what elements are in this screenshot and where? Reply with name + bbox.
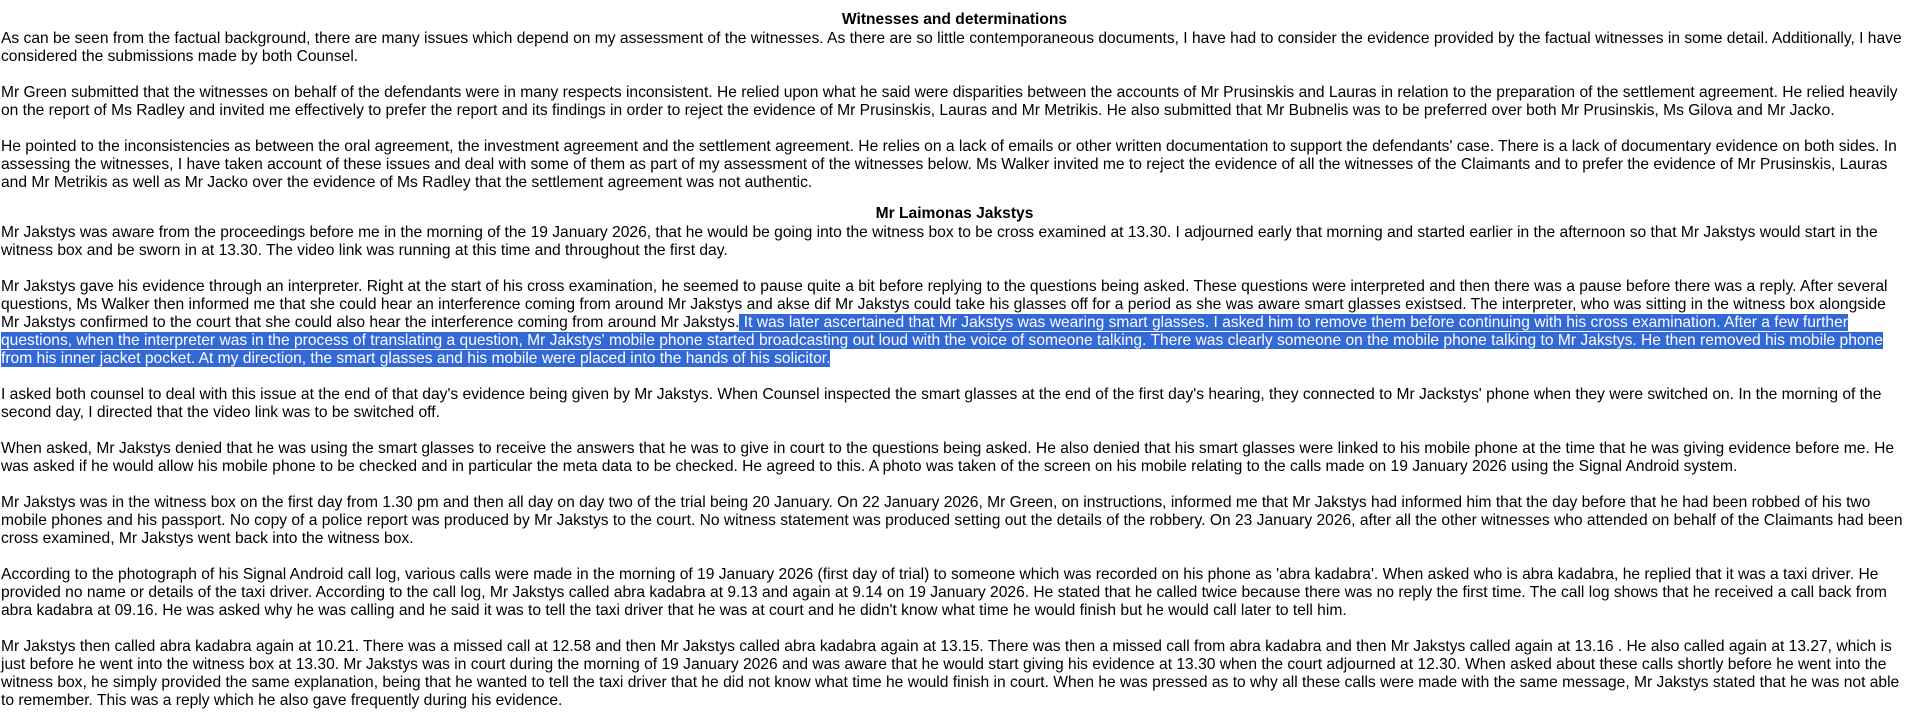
paragraph: Mr Jakstys was aware from the proceedings before me in the morning of the 19 January 2026, that he would be going into the witness box to be cross examined at 13.30. I adjourned early that morning and started earlier in the afternoon so that Mr Jakstys would start in the witness box and be sworn in at 13.30. The video link was running at this time and throughout the first day. bbox=[1, 224, 1878, 259]
selected-text[interactable]: It was later ascertained that Mr Jakstys was wearing smart glasses. I asked him to remove them before continuing with his cross examination. After a few further questions, when the interpreter was in the process of translating a question, Mr Jakstys' mobile phone started broadcasting out loud with the voice of someone talking. There was clearly someone on the mobile phone talking to Mr Jakstys. He then removed his mobile phone from his inner jacket pocket. At my direction, the smart glasses and his mobile were placed into the hands of his solicitor. bbox=[1, 314, 1883, 367]
section-heading-witnesses: Witnesses and determinations bbox=[841, 11, 1068, 28]
section-heading-jakstys: Mr Laimonas Jakstys bbox=[875, 205, 1034, 222]
paragraph: I asked both counsel to deal with this issue at the end of that day's evidence being given by Mr Jakstys. When Counsel inspected the smart glasses at the end of the first day's hearing, they connected to Mr Jackstys' phone when they were switched on. In the morning of the second day, I directed that the video link was to be switched off. bbox=[1, 386, 1882, 421]
paragraph: Mr Jakstys then called abra kadabra again at 10.21. There was a missed call at 12.58 and then Mr Jakstys called abra kadabra again at 13.15. There was then a missed call from abra kadabra and then Mr Jakstys called again at 13.16 . He also called again at 13.27, which is just before he went into the witness box at 13.30. Mr Jakstys was in court during the morning of 19 January 2026 and was aware that he would start giving his evidence at 13.30 when the court adjourned at 12.30. When asked about these calls shortly before he went into the witness box, he simply provided the same explanation, being that he wanted to tell the taxi driver that he did not know what time he would finish in court. When he was pressed as to why all these calls were made with the same message, Mr Jakstys stated that he was not able to remember. This was a reply which he also gave frequently during his evidence. bbox=[1, 638, 1900, 709]
paragraph: Mr Green submitted that the witnesses on behalf of the defendants were in many respects inconsistent. He relied upon what he said were disparities between the accounts of Mr Prusinskis and Lauras in relation to the preparation of the settlement agreement. He relied heavily on the report of Ms Radley and invited me effectively to prefer the report and its findings in order to reject the evidence of Mr Prusinskis, Lauras and Mr Metrikis. He also submitted that Mr Bubnelis was to be preferred over both Mr Prusinskis, Ms Gilova and Mr Jacko. bbox=[1, 84, 1898, 119]
paragraph: When asked, Mr Jakstys denied that he was using the smart glasses to receive the answers that he was to give in court to the questions being asked. He also denied that his smart glasses were linked to his mobile phone at the time that he was giving evidence before me. He was asked if he would allow his mobile phone to be checked and in particular the meta data to be checked. He agreed to this. A photo was taken of the screen on his mobile relating to the calls made on 19 January 2026 using the Signal Android system. bbox=[1, 440, 1895, 475]
unselected-text: Mr Jakstys gave his evidence through an interpreter. Right at the start of his cross examination, he seemed to pause quite a bit before replying to the questions being asked. These questions were interpreted and then there was a pause before there was a reply. After several questions, Ms Walker then informed me that she could hear an interference coming from around Mr Jakstys and akse dif Mr Jakstys could take his glasses off for a period as she was aware smart glasses existsed. The interpreter, who was sitting in the witness box alongside Mr Jakstys confirmed to the court that she could also hear the interference coming from around Mr Jakstys. bbox=[1, 278, 1888, 331]
paragraph-with-selection[interactable] bbox=[1, 278, 1908, 368]
paragraph: According to the photograph of his Signal Android call log, various calls were made in the morning of 19 January 2026 (first day of trial) to someone which was recorded on his phone as 'abra kadabra'. When asked who is abra kadabra, he replied that it was a taxi driver. He provided no name or details of the taxi driver. According to the call log, Mr Jakstys called abra kadabra at 9.13 and again at 9.14 on 19 January 2026. He stated that he called twice because there was no reply the first time. The call log shows that he received a call back from abra kadabra at 09.16. He was asked why he was calling and he said it was to tell the taxi driver that he was at court and he didn't know what time he would finish but he would call later to tell him. bbox=[1, 566, 1887, 619]
paragraph: Mr Jakstys was in the witness box on the first day from 1.30 pm and then all day on day two of the trial being 20 January. On 22 January 2026, Mr Green, on instructions, informed me that Mr Jakstys had informed him that the day before that he had been robbed of his two mobile phones and his passport. No copy of a police report was produced by Mr Jakstys to the court. No witness statement was produced setting out the details of the robbery. On 23 January 2026, after all the other witnesses who attended on behalf of the Claimants had been cross examined, Mr Jakstys went back into the witness box. bbox=[1, 494, 1903, 547]
paragraph: He pointed to the inconsistencies as between the oral agreement, the investment agreement and the settlement agreement. He relies on a lack of emails or other written documentation to support the defendants' case. There is a lack of documentary evidence on both sides. In assessing the witnesses, I have taken account of these issues and deal with some of them as part of my assessment of the witnesses below. Ms Walker invited me to reject the evidence of all the witnesses of the Claimants and to prefer the evidence of Mr Prusinskis, Lauras and Mr Metrikis as well as Mr Jacko over the evidence of Ms Radley that the settlement agreement was not authentic. bbox=[1, 138, 1897, 191]
paragraph: As can be seen from the factual background, there are many issues which depend on my assessment of the witnesses. As there are so little contemporaneous documents, I have had to consider the evidence provided by the factual witnesses in some detail. Additionally, I have considered the submissions made by both Counsel. bbox=[1, 30, 1902, 65]
